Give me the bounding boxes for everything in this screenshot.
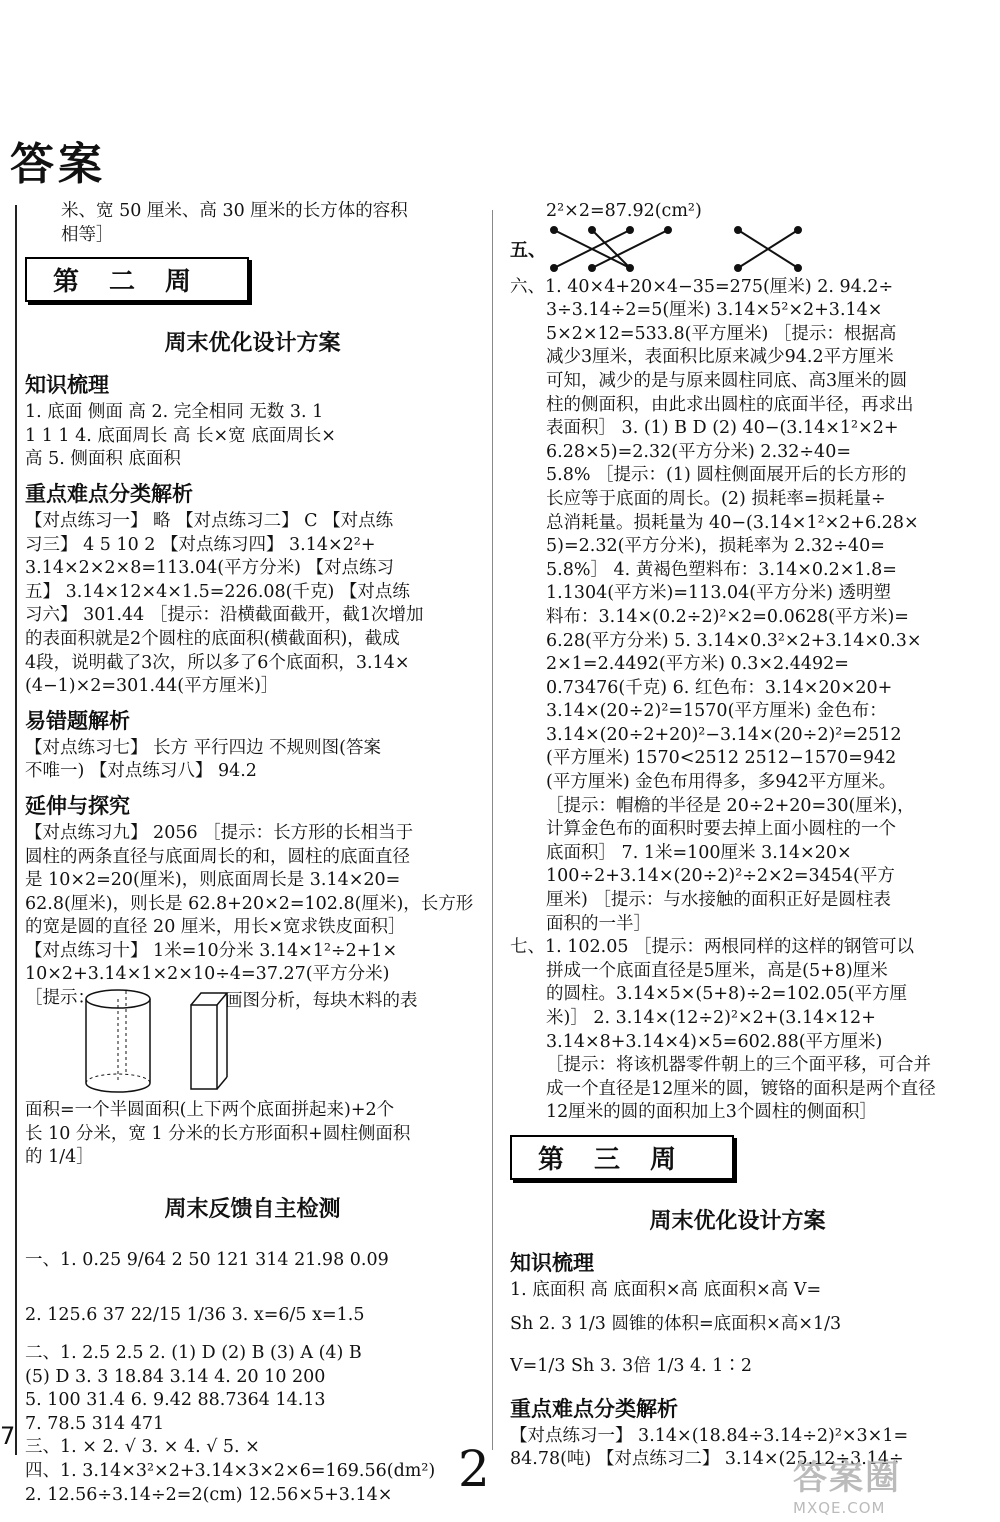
column-divider [492,210,493,1450]
error-title: 易错题解析 [25,708,130,733]
knowledge-line: 1. 底面积 高 底面积×高 底面积×高 V= [510,1279,822,1300]
knowledge-title: 知识梳理 [510,1250,594,1275]
feedback-line: 四、1. 3.14×3²×2+3.14×3×2×6=169.56(dm²) [25,1461,436,1481]
key-line: 4段，说明截了3次，所以多了6个底面积，3.14× [25,652,410,673]
section-seven-line: 12厘米的圆的面积加上3个圆柱的侧面积］ [546,1102,877,1123]
week-three-label: 第三周 [510,1135,734,1180]
week-two-label: 第二周 [25,257,249,302]
feedback-line: 三、1. × 2. √ 3. × 4. √ 5. × [25,1437,260,1458]
section-six-line: 5.8%］ 4. 黄褐色塑料布：3.14×0.2×1.8= [546,559,897,580]
section-six-line: 100÷2+3.14×(20÷2)²÷2×2=3454(平方 [546,866,895,887]
hint-caption: 画图分析，每块木料的表 [225,991,418,1012]
section-seven-line: ［提示：将该机器零件朝上的三个面平移，可合并 [546,1055,931,1076]
feedback-line: 2. 125.6 37 22/15 1/36 3. x=6/5 x=1.5 [25,1305,365,1326]
feedback-line: (5) D 3. 3 18.84 3.14 4. 20 10 200 [25,1366,326,1387]
intro-line: 米、宽 50 厘米、高 30 厘米的长方体的容积 [61,201,408,221]
section-six-line: 6.28(平方分米) 5. 3.14×0.3²×2+3.14×0.3× [546,630,922,651]
extend-line: 【对点练习十】 1米=10分米 3.14×1²÷2+1× [25,940,398,961]
section-six-line: 面积的一半］ [546,913,651,934]
section-six-line: 长应等于底面的周长。(2) 损耗率=损耗量÷ [546,488,886,509]
design-title: 周末优化设计方案 [164,331,341,357]
after-figure-line: 的 1/4］ [25,1147,94,1168]
extend-line: 的宽是圆的直径 20 厘米，用长×宽求铁皮面积］ [25,917,406,938]
right-column [510,200,965,1472]
knowledge-line: Sh 2. 3 1/3 圆锥的体积=底面积×高×1/3 [510,1313,842,1334]
extend-line: 10×2+3.14×1×2×10÷4=37.27(平方分米) [25,964,390,985]
knowledge-line: 1. 底面 侧面 高 2. 完全相同 无数 3. 1 [25,402,324,423]
error-line: 【对点练习七】 长方 平行四边 不规则图(答案 [25,737,382,758]
section-six-line: 可知，减少的是与原来圆柱同底、高3厘米的圆 [546,370,908,391]
watermark-main: 答案圈 [793,1458,901,1498]
key-line: 的表面积就是2个圆柱的底面积(横截面积)，截成 [25,628,400,649]
feedback-line: 二、1. 2.5 2.5 2. (1) D (2) B (3) A (4) B [25,1343,362,1364]
section-seven-line: 成一个直径是12厘米的圆，镀铬的面积是两个直径 [546,1078,936,1099]
knowledge-line: 1 1 1 4. 底面周长 高 长×宽 底面周长× [25,425,336,446]
extend-line: 【对点练习九】 2056 ［提示：长方形的长相当于 [25,822,414,843]
section-six-line: 2×1=2.4492(平方米) 0.3×2.4492= [546,654,849,675]
matching-diagram [510,224,965,276]
section-six-line: 5×2×12=533.8(平方厘米) ［提示：根据高 [546,323,897,344]
page-title: 答案 [10,139,106,190]
section-six-line: 3.14×(20÷2+20)²−3.14×(20÷2)²=2512 [546,724,902,745]
left-column [25,200,480,1507]
cylinder-drawing [83,987,243,1099]
watermark-sub: MXQE.COM [793,1499,886,1517]
extend-line: 62.8(厘米)，则长是 62.8+20×2=102.8(厘米)，长方形 [25,893,474,914]
section-six-line: 料布：3.14×(0.2÷2)²×2=0.0628(平方米)= [546,606,909,627]
feedback-title: 周末反馈自主检测 [164,1196,341,1222]
section-six-line: 5)=2.32(平方分米)，损耗率为 2.32÷40= [546,536,885,557]
side-page-number: 7 [0,1422,16,1450]
section-six-line: 1.1304(平方米)=113.04(平方分米) 透明塑 [546,583,892,604]
section-six-line: 3.14×(20÷2)²=1570(平方厘米) 金色布： [546,701,887,722]
extend-line: 圆柱的两条直径与底面周长的和，圆柱的底面直径 [25,846,410,867]
key-line: 【对点练习一】 3.14×(18.84÷3.14÷2)²×3×1= [510,1425,909,1446]
after-figure-line: 长 10 分米，宽 1 分米的长方形面积+圆柱侧面积 [25,1123,411,1144]
intro-line: 相等］ [61,224,114,245]
section-six-line: 厘米) ［提示：与水接触的面积正好是圆柱表 [546,890,891,911]
section-seven-line: 的圆柱。3.14×5×(5+8)÷2=102.05(平方厘 [546,984,908,1005]
knowledge-line: 高 5. 侧面积 底面积 [25,449,181,470]
left-margin-rule [15,205,17,1455]
section-six-line: 六、1. 40×4+20×4−35=275(厘米) 2. 94.2÷ [510,276,894,297]
key-line: 3.14×2×2×8=113.04(平方分米) 【对点练习 [25,558,394,579]
feedback-line: 5. 100 31.4 6. 9.42 88.7364 14.13 [25,1390,326,1411]
matching-label: 五、 [510,239,546,261]
key-line: 五】 3.14×12×4×1.5=226.08(千克) 【对点练 [25,581,410,602]
key-line: (4−1)×2=301.44(平方厘米)］ [25,676,279,697]
matching-lines [548,224,848,276]
watermark [793,1450,978,1517]
section-six-line: ［提示：帽檐的半径是 20÷2+20=30(厘米)， [546,795,915,816]
knowledge-line: V=1/3 Sh 3. 3倍 1/3 4. 1∶2 [510,1355,753,1376]
section-six-line: 5.8% ［提示：(1) 圆柱侧面展开后的长方形的 [546,465,907,486]
section-seven-line: 3.14×8+3.14×4)×5=602.88(平方厘米) [546,1031,883,1052]
key-line: 习六】 301.44 ［提示：沿横截面截开，截1次增加 [25,605,424,626]
key-line: 习三】 4 5 10 2 【对点练习四】 3.14×2²+ [25,534,376,555]
top-line: 2²×2=87.92(cm²) [546,201,702,221]
cylinder-figure [25,987,480,1099]
key-title: 重点难点分类解析 [25,481,193,506]
key-line: 84.78(吨) 【对点练习二】 3.14×(25.12÷3.14÷ [510,1449,904,1470]
section-six-line: 底面积］ 7. 1米=100厘米 3.14×20× [546,842,852,863]
section-six-line: 3÷3.14÷2=5(厘米) 3.14×5²×2+3.14× [546,300,883,321]
page-number: 2 [458,1440,490,1498]
key-title: 重点难点分类解析 [510,1396,678,1421]
section-six-line: (平方厘米) 金色布用得多，多942平方厘米。 [546,772,897,793]
extend-line: 是 10×2=20(厘米)，则底面周长是 3.14×20= [25,870,401,891]
section-six-line: 6.28×5)=2.32(平方分米) 2.32÷40= [546,441,851,462]
extend-title: 延伸与探究 [25,793,130,818]
section-six-line: 表面积］ 3. (1) B D (2) 40−(3.14×1²×2+ [546,418,899,439]
section-six-line: (平方厘米) 1570<2512 2512−1570=942 [546,748,897,769]
error-line: 不唯一) 【对点练习八】 94.2 [25,761,257,782]
after-figure-line: 面积=一个半圆面积(上下两个底面拼起来)+2个 [25,1100,395,1121]
section-six-line: 减少3厘米，表面积比原来减少94.2平方厘米 [546,347,894,368]
key-line: 【对点练习一】 略 【对点练习二】 C 【对点练 [25,510,394,531]
design-title: 周末优化设计方案 [649,1208,826,1234]
section-seven-line: 米)］ 2. 3.14×(12÷2)²×2+(3.14×12+ [546,1008,876,1028]
knowledge-title: 知识梳理 [25,373,109,398]
section-six-line: 计算金色布的面积时要去掉上面小圆柱的一个 [546,819,896,840]
section-six-line: 0.73476(千克) 6. 红色布：3.14×20×20+ [546,677,893,698]
section-seven-line: 拼成一个底面直径是5厘米，高是(5+8)厘米 [546,960,888,981]
feedback-line: 一、1. 0.25 9/64 2 50 121 314 21.98 0.09 [25,1249,389,1270]
feedback-line: 7. 78.5 314 471 [25,1413,165,1434]
hint-prefix: ［提示： [25,988,95,1009]
section-six-line: 柱的侧面积，由此求出圆柱的底面半径，再求出 [546,394,914,415]
section-six-line: 总消耗量。损耗量为 40−(3.14×1²×2+6.28× [546,512,919,533]
section-seven-line: 七、1. 102.05 ［提示：两根同样的这样的钢管可以 [510,937,915,958]
feedback-line: 2. 12.56÷3.14÷2=2(cm) 12.56×5+3.14× [25,1484,393,1505]
